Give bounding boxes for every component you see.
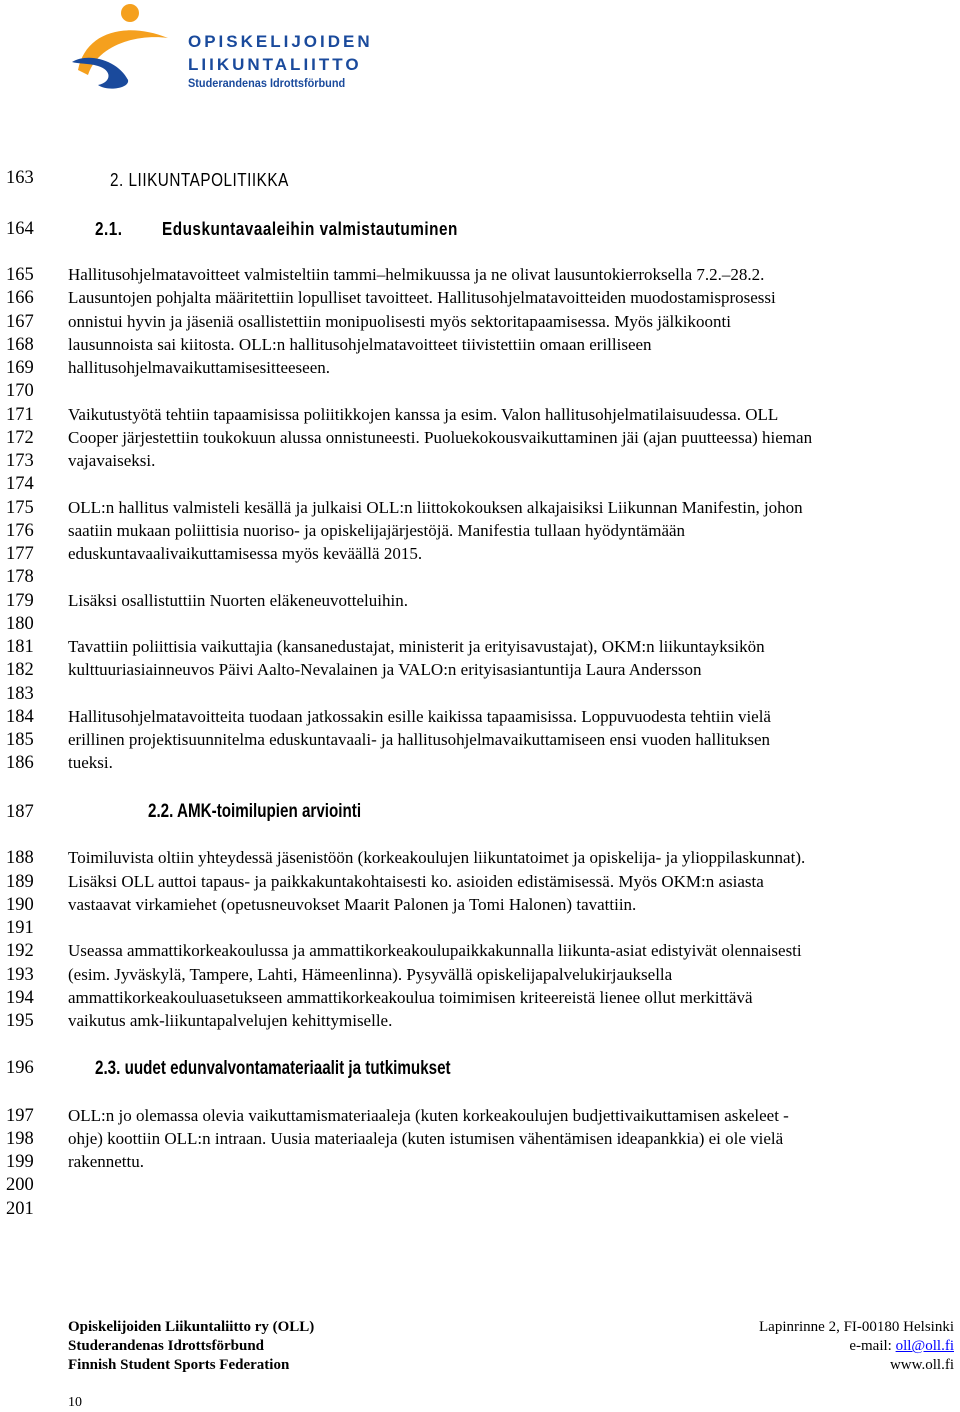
footer-website[interactable]: www.oll.fi (889, 1357, 954, 1373)
line-number: 196 (6, 1058, 34, 1078)
line-number: 192 (6, 941, 34, 961)
line-number: 169 (6, 358, 34, 378)
text-line: erillinen projektisuunnitelma eduskuntavaali- ja hallitusohjelmavaikuttamiseen ensi vuoden hallituksen (68, 730, 771, 749)
text-line: hallitusohjelmavaikuttamisesitteeseen. (68, 358, 331, 377)
line-number: 164 (6, 219, 34, 239)
subsection-heading-amk: 2.2. AMK-toimilupien arviointi (148, 801, 362, 822)
text-line: onnistui hyvin ja jäseniä osallistettiin monipuolisesti myös sektoritapaamisessa. Myös jälkikoonti (68, 312, 731, 331)
line-number: 171 (6, 405, 34, 425)
line-number: 197 (6, 1106, 34, 1126)
text-line: Useassa ammattikorkeakoulussa ja ammattikorkeakoulupaikkakunnalla liikunta-asiat edistyivät olennaisesti (68, 941, 802, 960)
text-line: OLL:n jo olemassa olevia vaikuttamismateriaaleja (kuten korkeakoulujen budjettivaikuttamisen askeleet - (68, 1106, 789, 1125)
line-number: 165 (6, 265, 34, 285)
line-number: 167 (6, 312, 34, 332)
text-line: vajavaiseksi. (68, 451, 156, 470)
footer-email-link[interactable]: oll@oll.fi (895, 1338, 954, 1354)
text-line: vaikutus amk-liikuntapalvelujen kehittymiselle. (68, 1011, 393, 1030)
logo-mark-icon (68, 0, 178, 95)
section-heading: 2. LIIKUNTAPOLITIIKKA (110, 170, 289, 190)
text-line: Hallitusohjelmatavoitteita tuodaan jatkossakin esille kaikissa tapaamisissa. Loppuvuodesta tehtiin vielä (68, 707, 771, 726)
line-number: 198 (6, 1129, 34, 1149)
text-line: eduskuntavaalivaikuttamisessa myös keväällä 2015. (68, 544, 423, 563)
text-line: Hallitusohjelmatavoitteet valmisteltiin tammi–helmikuussa ja ne olivat lausuntokierroksella 7.2.–28.2. (68, 265, 765, 284)
text-line: Lisäksi OLL auttoi tapaus- ja paikkakuntakohtaisesti ko. asioiden edistämisessä. Myös OKM:n asiasta (68, 872, 764, 891)
line-number: 180 (6, 614, 34, 634)
line-number: 173 (6, 451, 34, 471)
line-number: 176 (6, 521, 34, 541)
text-line: Tavattiin poliittisia vaikuttajia (kansanedustajat, ministerit ja erityisavustajat), OKM:n liikuntayksikön (68, 637, 765, 656)
text-line: lausunnoista sai kiitosta. OLL:n hallitusohjelmatavoitteet tiivistettiin omaan erilliseen (68, 335, 652, 354)
line-number: 181 (6, 637, 34, 657)
footer-email-label: e-mail: (849, 1338, 896, 1354)
footer-org-english: Finnish Student Sports Federation (68, 1357, 290, 1373)
line-number: 179 (6, 591, 34, 611)
text-line: Lausuntojen pohjalta määritettiin lopulliset tavoitteet. Hallitusohjelmatavoitteiden muodostamisprosessi (68, 288, 776, 307)
page-number: 10 (68, 1395, 82, 1410)
line-number: 187 (6, 802, 34, 822)
text-line: ammattikorkeakouluasetukseen ammattikorkeakoulua toimimisen kriteereistä lienee ollut merkittävä (68, 988, 753, 1007)
line-number: 170 (6, 381, 34, 401)
line-number: 175 (6, 498, 34, 518)
line-number: 183 (6, 684, 34, 704)
line-number: 193 (6, 965, 34, 985)
line-number: 186 (6, 753, 34, 773)
line-number: 185 (6, 730, 34, 750)
subsection-number: 2.1. (95, 219, 123, 239)
text-line: vastaavat virkamiehet (opetusneuvokset Maarit Palonen ja Tomi Halonen) tavattiin. (68, 895, 637, 914)
text-line: tueksi. (68, 753, 113, 772)
line-number: 199 (6, 1152, 34, 1172)
text-line: saatiin mukaan poliittisia nuoriso- ja opiskelijajärjestöjä. Manifestia tullaan hyödyntämään (68, 521, 686, 540)
text-line: kulttuuriasiainneuvos Päivi Aalto-Nevalainen ja VALO:n erityisasiantuntija Laura Andersson (68, 660, 702, 679)
logo (68, 0, 373, 100)
line-number: 188 (6, 848, 34, 868)
logo-line3: Studerandenas Idrottsförbund (188, 78, 346, 90)
text-line: rakennettu. (68, 1152, 144, 1171)
logo-line2: LIIKUNTALIITTO (188, 55, 362, 74)
line-number: 189 (6, 872, 34, 892)
line-number: 166 (6, 288, 34, 308)
text-line: Vaikutustyötä tehtiin tapaamisissa poliitikkojen kanssa ja esim. Valon hallitusohjelmatilaisuudessa. OLL (68, 405, 779, 424)
text-line: Cooper järjestettiin toukokuun alussa onnistuneesti. Puoluekokousvaikuttaminen jäi (ajan puutteessa) hieman (68, 428, 813, 447)
line-number: 184 (6, 707, 34, 727)
line-number: 201 (6, 1199, 34, 1219)
line-number: 182 (6, 660, 34, 680)
subsection-heading-materials: 2.3. uudet edunvalvontamateriaalit ja tutkimukset (95, 1058, 451, 1079)
line-number: 194 (6, 988, 34, 1008)
line-number: 195 (6, 1011, 34, 1031)
logo-line1: OPISKELIJOIDEN (188, 32, 373, 51)
text-line: OLL:n hallitus valmisteli kesällä ja julkaisi OLL:n liittokokouksen alkajaisiksi Liikunnan Manifestin, johon (68, 498, 803, 517)
line-number: 163 (6, 168, 34, 188)
text-line: ohje) koottiin OLL:n intraan. Uusia materiaaleja (kuten istumisen vähentämisen ideapankkia) ei ole vielä (68, 1129, 784, 1148)
footer-address: Lapinrinne 2, FI-00180 Helsinki (759, 1319, 954, 1335)
line-number: 172 (6, 428, 34, 448)
line-number: 174 (6, 474, 34, 494)
line-number: 177 (6, 544, 34, 564)
footer-org-name: Opiskelijoiden Liikuntaliitto ry (OLL) (68, 1319, 315, 1335)
text-line: (esim. Jyväskylä, Tampere, Lahti, Hämeenlinna). Pysyvällä opiskelijapalvelukirjauksella (68, 965, 673, 984)
line-number: 190 (6, 895, 34, 915)
subsection-title: Eduskuntavaaleihin valmistautuminen (162, 219, 458, 239)
line-number: 200 (6, 1175, 34, 1195)
line-number: 168 (6, 335, 34, 355)
footer-org-swedish: Studerandenas Idrottsförbund (68, 1338, 265, 1354)
text-line: Lisäksi osallistuttiin Nuorten eläkeneuvotteluihin. (68, 591, 408, 610)
text-line: Toimiluvista oltiin yhteydessä jäsenistöön (korkeakoulujen liikuntatoimet ja opiskelija- ja ylioppilaskunnat). (68, 848, 806, 867)
line-number: 178 (6, 567, 34, 587)
footer-email (849, 1337, 954, 1356)
line-number: 191 (6, 918, 34, 938)
